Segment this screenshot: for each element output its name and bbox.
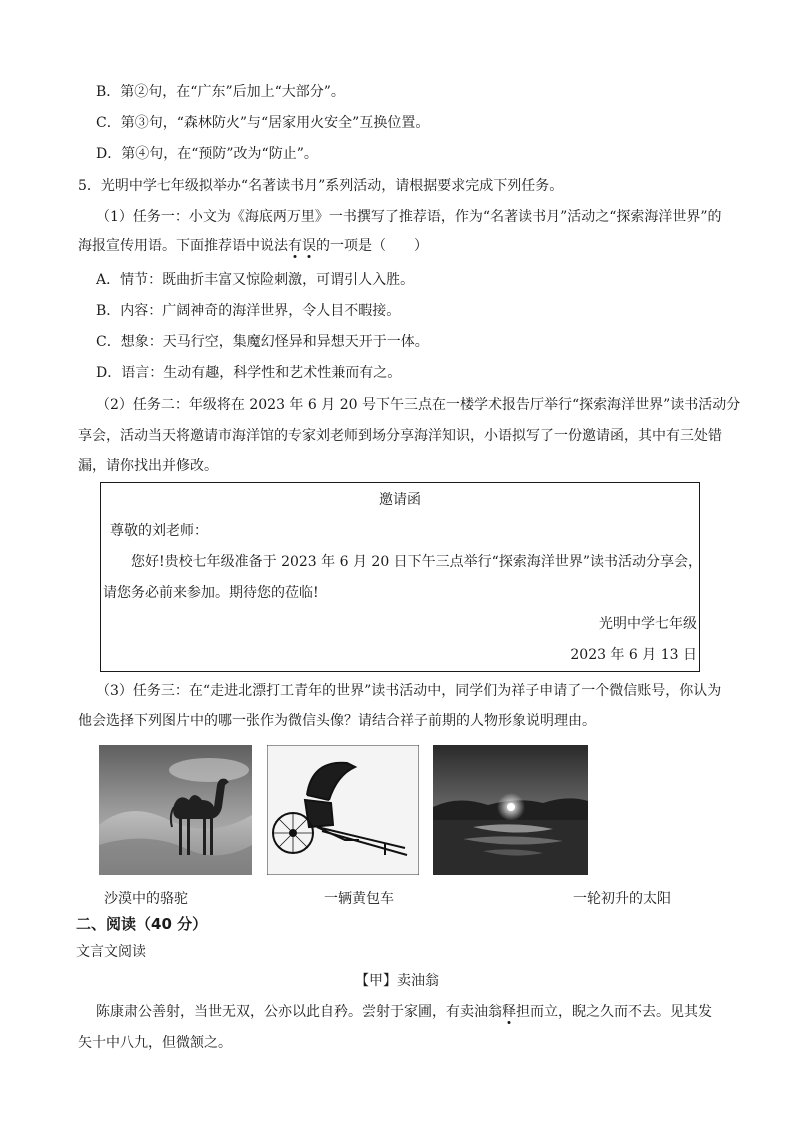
- camel-desert-image: [99, 745, 252, 875]
- q5-stem: 5．光明中学七年级拟举办“名著读书月”系列活动，请根据要求完成下列任务。: [78, 178, 564, 194]
- emphasis-char: 有: [288, 238, 302, 254]
- task1-line2-after: 的一项是（ ）: [316, 238, 428, 254]
- invitation-body-line1: 您好!贵校七年级准备于 2023 年 6 月 20 日下午三点举行“探索海洋世界”读书活动分享会，: [131, 554, 702, 570]
- passage-title: 【甲】卖油翁: [355, 973, 439, 989]
- task3-line2: 他会选择下列图片中的哪一张作为微信头像？请结合祥子前期的人物形象说明理由。: [78, 713, 596, 729]
- task1-option-d: D．语言：生动有趣，科学性和艺术性兼而有之。: [96, 365, 402, 381]
- caption-rickshaw: 一辆黄包车: [324, 891, 394, 907]
- task1-line1: （1）任务一：小文为《海底两万里》一书撰写了推荐语，作为“名著读书月”活动之“探索海洋世界”的: [96, 209, 722, 225]
- invitation-salutation: 尊敬的刘老师：: [110, 523, 208, 539]
- section-subheading: 文言文阅读: [76, 944, 146, 960]
- q4-option-d: D．第④句，在“预防”改为“防止”。: [96, 146, 318, 162]
- rickshaw-image: [267, 745, 419, 875]
- caption-sun: 一轮初升的太阳: [573, 891, 671, 907]
- task2-line3: 漏，请你找出并修改。: [78, 458, 218, 474]
- task1-option-c: C．想象：天马行空，集魔幻怪异和异想天开于一体。: [96, 334, 429, 350]
- invitation-body-line2: 请您务必前来参加。期待您的莅临!: [103, 585, 319, 601]
- passage-line1-after: 担而立，睨之久而不去。见其发: [516, 1004, 712, 1020]
- emphasis-char: 释: [502, 1004, 516, 1020]
- task3-line1: （3）任务三：在“走进北漂打工青年的世界”读书活动中，同学们为祥子申请了一个微信账号，你认为: [96, 683, 722, 699]
- task1-line2: [78, 236, 428, 256]
- sun-icon: [433, 745, 588, 875]
- rickshaw-icon: [267, 745, 419, 875]
- invitation-date: 2023 年 6 月 13 日: [570, 647, 697, 663]
- emphasis-char: 误: [302, 238, 316, 254]
- task1-option-b: B．内容：广阔神奇的海洋世界，令人目不暇接。: [96, 303, 401, 319]
- section-heading: 二、阅读（40 分）: [76, 915, 208, 933]
- passage-line1-before: 陈康肃公善射，当世无双，公亦以此自矜。尝射于家圃，有卖油翁: [96, 1004, 502, 1020]
- task2-line2: 享会，活动当天将邀请市海洋馆的专家刘老师到场分享海洋知识，小语拟写了一份邀请函，其中有三处错: [78, 428, 722, 444]
- sunrise-image: [433, 745, 588, 875]
- invitation-signature: 光明中学七年级: [599, 616, 697, 632]
- task2-line1: （2）任务二：年级将在 2023 年 6 月 20 号下午三点在一楼学术报告厅举行“探索海洋世界”读书活动分: [96, 397, 741, 413]
- q4-option-b: B．第②句，在“广东”后加上“大部分”。: [96, 84, 345, 100]
- task1-line2-before: 海报宣传用语。下面推荐语中说法: [78, 238, 288, 254]
- passage-line2: 矢十中八九，但微颔之。: [78, 1035, 232, 1051]
- q4-option-c: C．第③句，“森林防火”与“居家用火安全”互换位置。: [96, 115, 430, 131]
- invitation-box: [100, 482, 700, 672]
- passage-line1: [96, 1002, 712, 1022]
- camel-icon: [99, 745, 252, 875]
- task1-option-a: A．情节：既曲折丰富又惊险刺激，可谓引人入胜。: [96, 272, 415, 288]
- caption-camel: 沙漠中的骆驼: [104, 891, 188, 907]
- invitation-title: 邀请函: [379, 492, 421, 508]
